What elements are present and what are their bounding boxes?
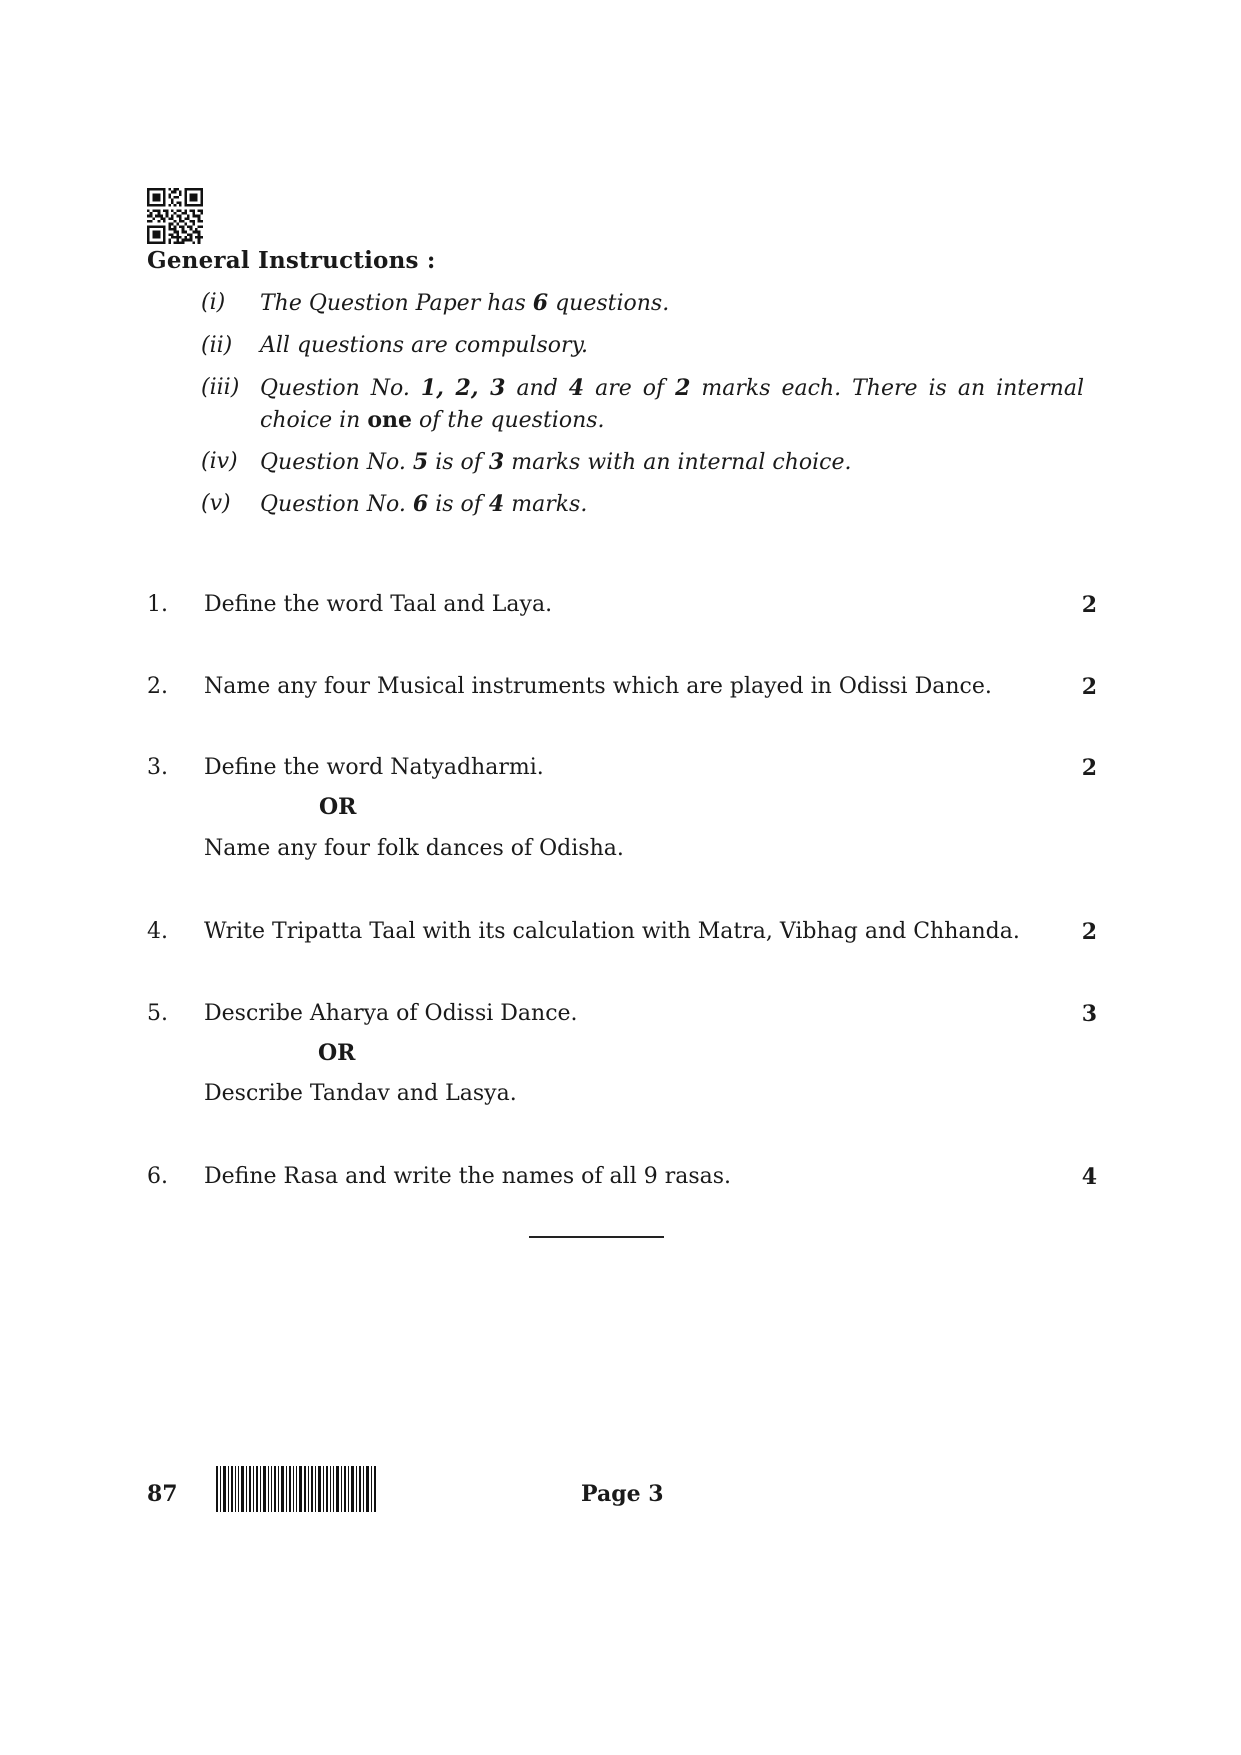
question-text: Define the word Natyadharmi.: [204, 755, 544, 780]
alternative-question-text: Name any four folk dances of Odisha.: [204, 836, 624, 861]
instruction-number: (iii): [201, 375, 240, 400]
question-marks: 2: [1081, 919, 1097, 945]
instruction-text-continued: choice in one of the questions.: [260, 407, 605, 433]
instruction-number: (v): [201, 491, 231, 516]
question-marks: 3: [1081, 1001, 1097, 1027]
question-number: 2.: [147, 674, 168, 699]
question-text: Define the word Taal and Laya.: [204, 592, 553, 617]
end-divider: [529, 1236, 664, 1238]
qr-code: [147, 188, 203, 244]
paper-code: 87: [147, 1481, 178, 1507]
instruction-number: (i): [201, 290, 226, 315]
or-label: OR: [319, 794, 357, 820]
question-text: Write Tripatta Taal with its calculation with Matra, Vibhag and Chhanda.: [204, 919, 1020, 944]
question-marks: 2: [1081, 592, 1097, 618]
question-marks: 2: [1081, 755, 1097, 781]
or-label: OR: [318, 1040, 356, 1066]
question-number: 1.: [147, 592, 168, 617]
general-instructions-heading: General Instructions :: [147, 247, 436, 274]
page-number: Page 3: [581, 1481, 664, 1507]
barcode: [216, 1466, 376, 1512]
question-marks: 4: [1081, 1164, 1097, 1190]
instruction-number: (ii): [201, 333, 233, 358]
alternative-question-text: Describe Tandav and Lasya.: [204, 1081, 517, 1106]
instruction-text: The Question Paper has 6 questions.: [260, 290, 670, 316]
question-number: 4.: [147, 919, 168, 944]
question-marks: 2: [1081, 674, 1097, 700]
question-text: Describe Aharya of Odissi Dance.: [204, 1001, 578, 1026]
question-number: 3.: [147, 755, 168, 780]
instruction-text: Question No. 5 is of 3 marks with an internal choice.: [260, 449, 852, 475]
instruction-text: Question No. 1, 2, 3 and 4 are of 2 marks each. There is an internal: [260, 375, 1085, 401]
instruction-text: All questions are compulsory.: [260, 333, 589, 358]
question-number: 5.: [147, 1001, 168, 1026]
question-text: Name any four Musical instruments which are played in Odissi Dance.: [204, 674, 992, 699]
instruction-text: Question No. 6 is of 4 marks.: [260, 491, 588, 517]
question-text: Define Rasa and write the names of all 9 rasas.: [204, 1164, 732, 1189]
instruction-number: (iv): [201, 449, 238, 474]
question-number: 6.: [147, 1164, 168, 1189]
